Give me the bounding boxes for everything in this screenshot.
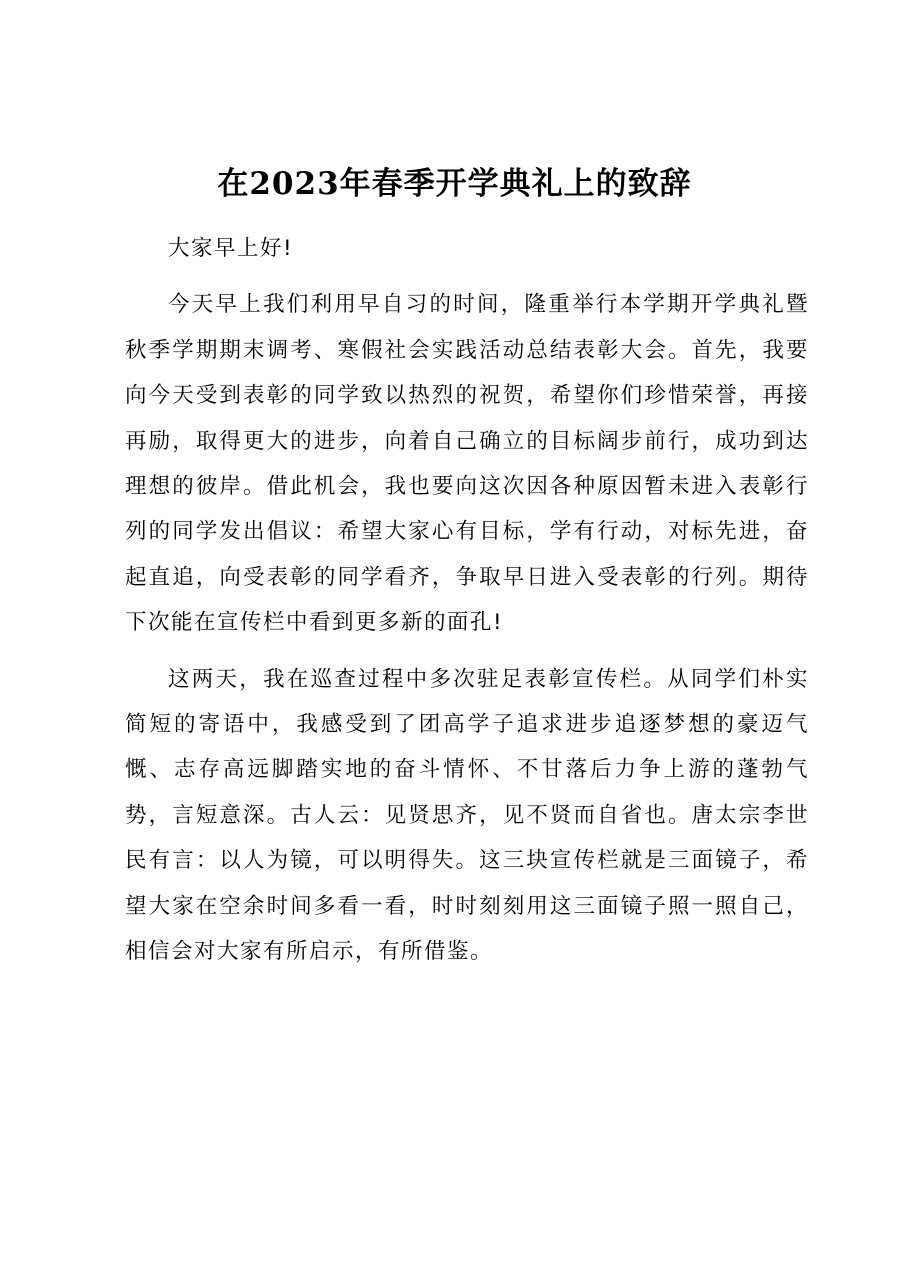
paragraph-opening: 今天早上我们利用早自习的时间，隆重举行本学期开学典礼暨秋季学期期末调考、寒假社会实践活动总结表彰大会。首先，我要向今天受到表彰的同学致以热烈的祝贺，希望你们珍惜荣誉，再接再励，取得更大的进步，向着自己确立的目标阔步前行，成功到达理想的彼岸。借此机会，我也要向这次因各种原因暂未进入表彰行列的同学发出倡议：希望大家心有目标，学有行动，对标先进，奋起直追，向受表彰的同学看齐，争取早日进入受表彰的行列。期待下次能在宣传栏中看到更多新的面孔! [125,292,809,636]
paragraph-reflection: 这两天，我在巡查过程中多次驻足表彰宣传栏。从同学们朴实简短的寄语中，我感受到了团高学子追求进步追逐梦想的豪迈气慨、志存高远脚踏实地的奋斗情怀、不甘落后力争上游的蓬勃气势，言短意深。古人云：见贤思齐，见不贤而自省也。唐太宗李世民有言：以人为镜，可以明得失。这三块宣传栏就是三面镜子，希望大家在空余时间多看一看，时时刻刻用这三面镜子照一照自己，相信会对大家有所启示，有所借鉴。 [125,666,809,965]
document-title: 在2023年春季开学典礼上的致辞 [217,166,692,202]
document-body [125,226,809,986]
paragraph-greeting: 大家早上好! [168,236,294,261]
